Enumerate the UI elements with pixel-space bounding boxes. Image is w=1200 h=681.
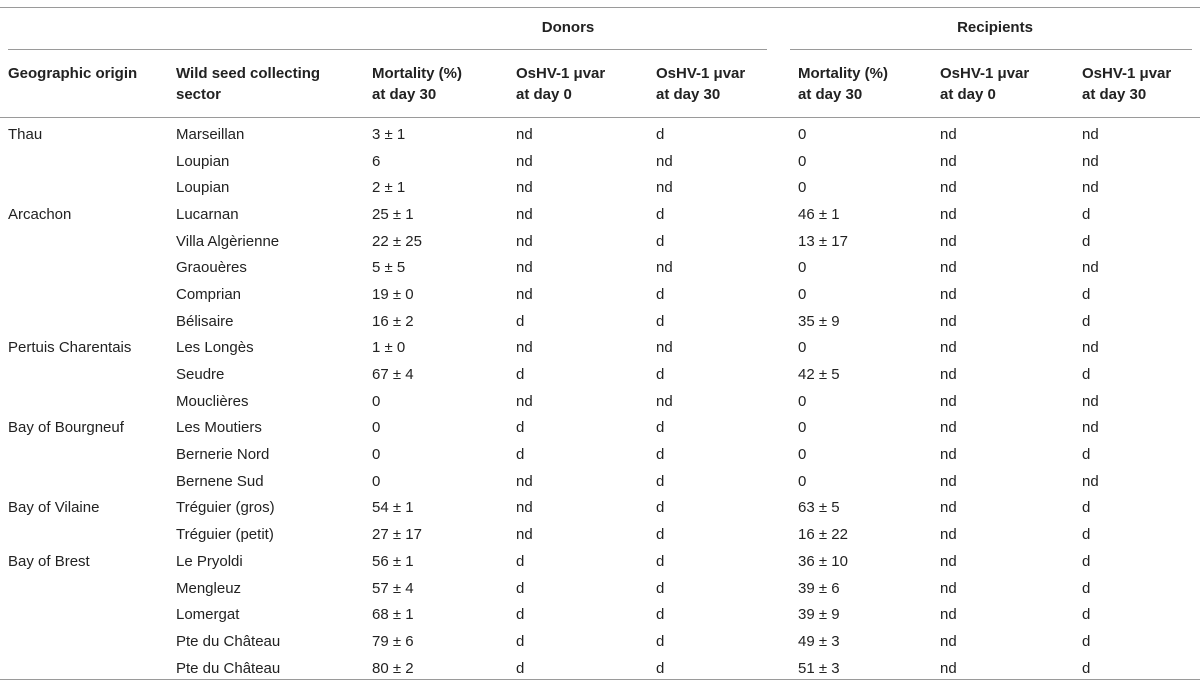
table-row [0, 655, 1200, 681]
donor-mortality-cell: 5 ± 5 [372, 259, 406, 277]
donor-day0-cell: d [516, 579, 525, 597]
donor-mortality-cell: 16 ± 2 [372, 312, 414, 330]
table-row [0, 415, 1200, 442]
donor-mortality-cell: 68 ± 1 [372, 606, 414, 624]
col-header-sector-line1: Wild seed collecting [176, 65, 321, 82]
donor-day0-cell: nd [516, 472, 533, 490]
donors-group-header: Donors [541, 19, 595, 36]
donor-day30-cell: d [656, 526, 665, 544]
donor-day30-cell: nd [656, 179, 673, 197]
recipient-mortality-cell: 35 ± 9 [798, 312, 840, 330]
sector-cell: Comprian [176, 285, 242, 303]
donor-day0-cell: nd [516, 526, 533, 544]
table-row [0, 174, 1200, 201]
donor-mortality-cell: 3 ± 1 [372, 125, 406, 143]
sector-cell: Tréguier (petit) [176, 526, 274, 544]
recipient-day30-cell: d [1082, 606, 1091, 624]
origin-cell [0, 575, 176, 602]
table-row [0, 575, 1200, 602]
table-row [0, 335, 1200, 362]
recipient-day30-cell: nd [1082, 152, 1099, 170]
recipient-mortality-cell: 0 [798, 259, 807, 277]
recipient-day30-cell: d [1082, 659, 1091, 677]
donor-day30-cell: d [656, 472, 665, 490]
table-row [0, 281, 1200, 308]
origin-cell: Thau [8, 125, 43, 143]
col-header-donor-day0 [516, 63, 605, 105]
col-header-donor-mortality [372, 63, 462, 105]
recipient-day0-cell: nd [940, 339, 957, 357]
origin-cell [0, 601, 176, 628]
donor-day30-cell: d [656, 446, 665, 464]
table-row [0, 228, 1200, 255]
sector-cell: Graouères [176, 259, 247, 277]
recipient-mortality-cell: 63 ± 5 [798, 499, 840, 517]
donor-day30-cell: d [656, 552, 665, 570]
table-row [0, 254, 1200, 281]
recipient-day0-cell: nd [940, 606, 957, 624]
donor-mortality-cell: 19 ± 0 [372, 285, 414, 303]
origin-cell [0, 468, 176, 495]
recipient-mortality-cell: 46 ± 1 [798, 205, 840, 223]
sector-cell: Lomergat [176, 606, 240, 624]
recipient-mortality-cell: 0 [798, 179, 807, 197]
recipient-day0-cell: nd [940, 579, 957, 597]
sector-cell: Bélisaire [176, 312, 234, 330]
recipient-day30-cell: d [1082, 312, 1091, 330]
donor-day0-cell: d [516, 606, 525, 624]
recipient-mortality-cell: 0 [798, 419, 807, 437]
sector-cell: Bernerie Nord [176, 446, 270, 464]
origin-cell [0, 228, 176, 255]
sector-cell: Seudre [176, 366, 225, 384]
recipient-day30-cell: d [1082, 526, 1091, 544]
recipient-day0-cell: nd [940, 499, 957, 517]
recipient-day30-cell: nd [1082, 339, 1099, 357]
recipient-day0-cell: nd [940, 526, 957, 544]
donor-mortality-cell: 67 ± 4 [372, 366, 414, 384]
recipient-day0-cell: nd [940, 366, 957, 384]
col-header-donor-day30 [656, 63, 745, 105]
recipient-day30-cell: d [1082, 552, 1091, 570]
origin-cell [0, 628, 176, 655]
table-row [0, 121, 1200, 148]
sector-cell: Lucarnan [176, 205, 239, 223]
origin-cell [0, 441, 176, 468]
donor-day30-cell: d [656, 659, 665, 677]
sector-cell: Tréguier (gros) [176, 499, 275, 517]
donor-day30-cell: nd [656, 152, 673, 170]
recipient-mortality-cell: 0 [798, 152, 807, 170]
donor-mortality-cell: 0 [372, 419, 381, 437]
donor-day0-cell: nd [516, 259, 533, 277]
donor-day30-cell: nd [656, 392, 673, 410]
data-table-body [0, 121, 1200, 681]
recipient-mortality-cell: 0 [798, 472, 807, 490]
donor-day30-cell: d [656, 499, 665, 517]
sector-cell: Marseillan [176, 125, 245, 143]
donor-day30-cell: nd [656, 259, 673, 277]
header-bottom-rule [0, 117, 1200, 118]
data-table [0, 121, 1200, 681]
col-header-donor-day30-line1: OsHV-1 μvar [656, 65, 746, 82]
donor-mortality-cell: 56 ± 1 [372, 552, 414, 570]
donor-day0-cell: nd [516, 499, 533, 517]
recipient-day0-cell: nd [940, 125, 957, 143]
table-row [0, 468, 1200, 495]
donor-day0-cell: d [516, 632, 525, 650]
donor-day0-cell: nd [516, 232, 533, 250]
col-header-donor-day0-line1: OsHV-1 μvar [516, 65, 606, 82]
table-row [0, 628, 1200, 655]
table-row [0, 601, 1200, 628]
donor-day30-cell: d [656, 232, 665, 250]
col-header-donor-mortality-line2: at day 30 [372, 86, 437, 103]
table-row [0, 148, 1200, 175]
donor-day30-cell: d [656, 632, 665, 650]
top-rule [0, 7, 1200, 8]
donor-day30-cell: d [656, 579, 665, 597]
col-header-recipient-mortality-line1: Mortality (%) [798, 65, 888, 82]
recipient-day0-cell: nd [940, 179, 957, 197]
recipient-day30-cell: nd [1082, 472, 1099, 490]
recipient-day0-cell: nd [940, 312, 957, 330]
donor-mortality-cell: 80 ± 2 [372, 659, 414, 677]
recipient-mortality-cell: 42 ± 5 [798, 366, 840, 384]
col-header-recipient-day30-line1: OsHV-1 μvar [1082, 65, 1172, 82]
origin-cell [0, 148, 176, 175]
recipient-day30-cell: nd [1082, 392, 1099, 410]
col-header-origin [8, 63, 137, 84]
sector-cell: Mengleuz [176, 579, 242, 597]
donor-day0-cell: nd [516, 125, 533, 143]
donor-mortality-cell: 6 [372, 152, 381, 170]
donor-day0-cell: nd [516, 179, 533, 197]
sector-cell: Loupian [176, 179, 230, 197]
donor-day0-cell: d [516, 446, 525, 464]
col-header-recipient-day30 [1082, 63, 1171, 105]
donor-mortality-cell: 0 [372, 446, 381, 464]
donors-group-rule [8, 49, 767, 50]
origin-cell [0, 521, 176, 548]
recipient-mortality-cell: 0 [798, 285, 807, 303]
donor-day0-cell: nd [516, 152, 533, 170]
recipient-day30-cell: nd [1082, 125, 1099, 143]
origin-cell [0, 308, 176, 335]
sector-cell: Le Pryoldi [176, 552, 243, 570]
sector-cell: Bernene Sud [176, 472, 264, 490]
origin-cell: Bay of Bourgneuf [8, 419, 124, 437]
donor-day0-cell: nd [516, 285, 533, 303]
donor-day30-cell: d [656, 285, 665, 303]
recipient-day30-cell: nd [1082, 259, 1099, 277]
recipient-day0-cell: nd [940, 552, 957, 570]
donor-day0-cell: d [516, 312, 525, 330]
donor-day0-cell: d [516, 552, 525, 570]
recipient-day0-cell: nd [940, 285, 957, 303]
donor-mortality-cell: 57 ± 4 [372, 579, 414, 597]
col-header-donor-mortality-line1: Mortality (%) [372, 65, 462, 82]
donor-mortality-cell: 0 [372, 392, 381, 410]
recipients-group-rule [790, 49, 1192, 50]
recipient-day30-cell: d [1082, 579, 1091, 597]
donor-mortality-cell: 0 [372, 472, 381, 490]
recipient-mortality-cell: 0 [798, 392, 807, 410]
recipient-mortality-cell: 49 ± 3 [798, 632, 840, 650]
donor-mortality-cell: 22 ± 25 [372, 232, 422, 250]
col-header-origin-text: Geographic origin [8, 65, 138, 82]
table-row [0, 388, 1200, 415]
recipient-mortality-cell: 39 ± 9 [798, 606, 840, 624]
donor-day0-cell: nd [516, 339, 533, 357]
recipient-mortality-cell: 13 ± 17 [798, 232, 848, 250]
recipient-mortality-cell: 39 ± 6 [798, 579, 840, 597]
recipient-day0-cell: nd [940, 392, 957, 410]
donor-day0-cell: d [516, 366, 525, 384]
donor-day0-cell: nd [516, 392, 533, 410]
table-row [0, 308, 1200, 335]
origin-cell [0, 388, 176, 415]
col-header-recipient-day0-line2: at day 0 [940, 86, 996, 103]
origin-cell: Bay of Vilaine [8, 499, 100, 517]
col-header-recipient-mortality-line2: at day 30 [798, 86, 863, 103]
sector-cell: Pte du Château [176, 659, 281, 677]
sector-cell: Pte du Château [176, 632, 281, 650]
recipient-day30-cell: nd [1082, 179, 1099, 197]
origin-cell [0, 361, 176, 388]
recipient-day0-cell: nd [940, 632, 957, 650]
recipient-mortality-cell: 51 ± 3 [798, 659, 840, 677]
donor-day0-cell: d [516, 419, 525, 437]
donor-day30-cell: d [656, 125, 665, 143]
recipient-day30-cell: d [1082, 232, 1091, 250]
donor-day30-cell: d [656, 205, 665, 223]
recipient-day0-cell: nd [940, 446, 957, 464]
sector-cell: Villa Algèrienne [176, 232, 280, 250]
recipient-day0-cell: nd [940, 205, 957, 223]
origin-cell [0, 655, 176, 681]
recipient-day0-cell: nd [940, 259, 957, 277]
col-header-donor-day30-line2: at day 30 [656, 86, 721, 103]
col-header-recipient-day30-line2: at day 30 [1082, 86, 1147, 103]
origin-cell: Pertuis Charentais [8, 339, 132, 357]
donor-day0-cell: d [516, 659, 525, 677]
origin-cell [0, 281, 176, 308]
col-header-recipient-day0-line1: OsHV-1 μvar [940, 65, 1030, 82]
recipient-day30-cell: d [1082, 446, 1091, 464]
recipient-mortality-cell: 0 [798, 339, 807, 357]
origin-cell: Bay of Brest [8, 552, 90, 570]
donor-mortality-cell: 27 ± 17 [372, 526, 422, 544]
donor-mortality-cell: 2 ± 1 [372, 179, 406, 197]
recipient-mortality-cell: 16 ± 22 [798, 526, 848, 544]
recipient-day30-cell: d [1082, 499, 1091, 517]
donor-day30-cell: nd [656, 339, 673, 357]
col-header-recipient-day0 [940, 63, 1029, 105]
recipient-day30-cell: d [1082, 285, 1091, 303]
sector-cell: Les Longès [176, 339, 254, 357]
sector-cell: Mouclières [176, 392, 249, 410]
table-row [0, 201, 1200, 228]
origin-cell: Arcachon [8, 205, 72, 223]
recipient-mortality-cell: 0 [798, 446, 807, 464]
recipient-day0-cell: nd [940, 152, 957, 170]
table-row [0, 495, 1200, 522]
donor-day30-cell: d [656, 312, 665, 330]
recipient-day30-cell: d [1082, 632, 1091, 650]
recipient-day30-cell: d [1082, 205, 1091, 223]
col-header-recipient-mortality [798, 63, 888, 105]
col-header-sector [176, 63, 320, 105]
col-header-donor-day0-line2: at day 0 [516, 86, 572, 103]
sector-cell: Loupian [176, 152, 230, 170]
table-row [0, 361, 1200, 388]
donor-day30-cell: d [656, 419, 665, 437]
col-header-sector-line2: sector [176, 86, 222, 103]
donor-day30-cell: d [656, 366, 665, 384]
donor-day0-cell: nd [516, 205, 533, 223]
donor-mortality-cell: 1 ± 0 [372, 339, 406, 357]
origin-cell [0, 254, 176, 281]
recipient-day0-cell: nd [940, 419, 957, 437]
table-row [0, 521, 1200, 548]
recipient-day0-cell: nd [940, 659, 957, 677]
donor-day30-cell: d [656, 606, 665, 624]
recipient-mortality-cell: 0 [798, 125, 807, 143]
table-row [0, 548, 1200, 575]
donor-mortality-cell: 54 ± 1 [372, 499, 414, 517]
recipient-day0-cell: nd [940, 472, 957, 490]
donor-mortality-cell: 25 ± 1 [372, 205, 414, 223]
recipient-day0-cell: nd [940, 232, 957, 250]
recipient-day30-cell: d [1082, 366, 1091, 384]
recipients-group-header: Recipients [957, 19, 1033, 36]
donor-mortality-cell: 79 ± 6 [372, 632, 414, 650]
table-row [0, 441, 1200, 468]
recipient-day30-cell: nd [1082, 419, 1099, 437]
sector-cell: Les Moutiers [176, 419, 262, 437]
recipient-mortality-cell: 36 ± 10 [798, 552, 848, 570]
origin-cell [0, 174, 176, 201]
